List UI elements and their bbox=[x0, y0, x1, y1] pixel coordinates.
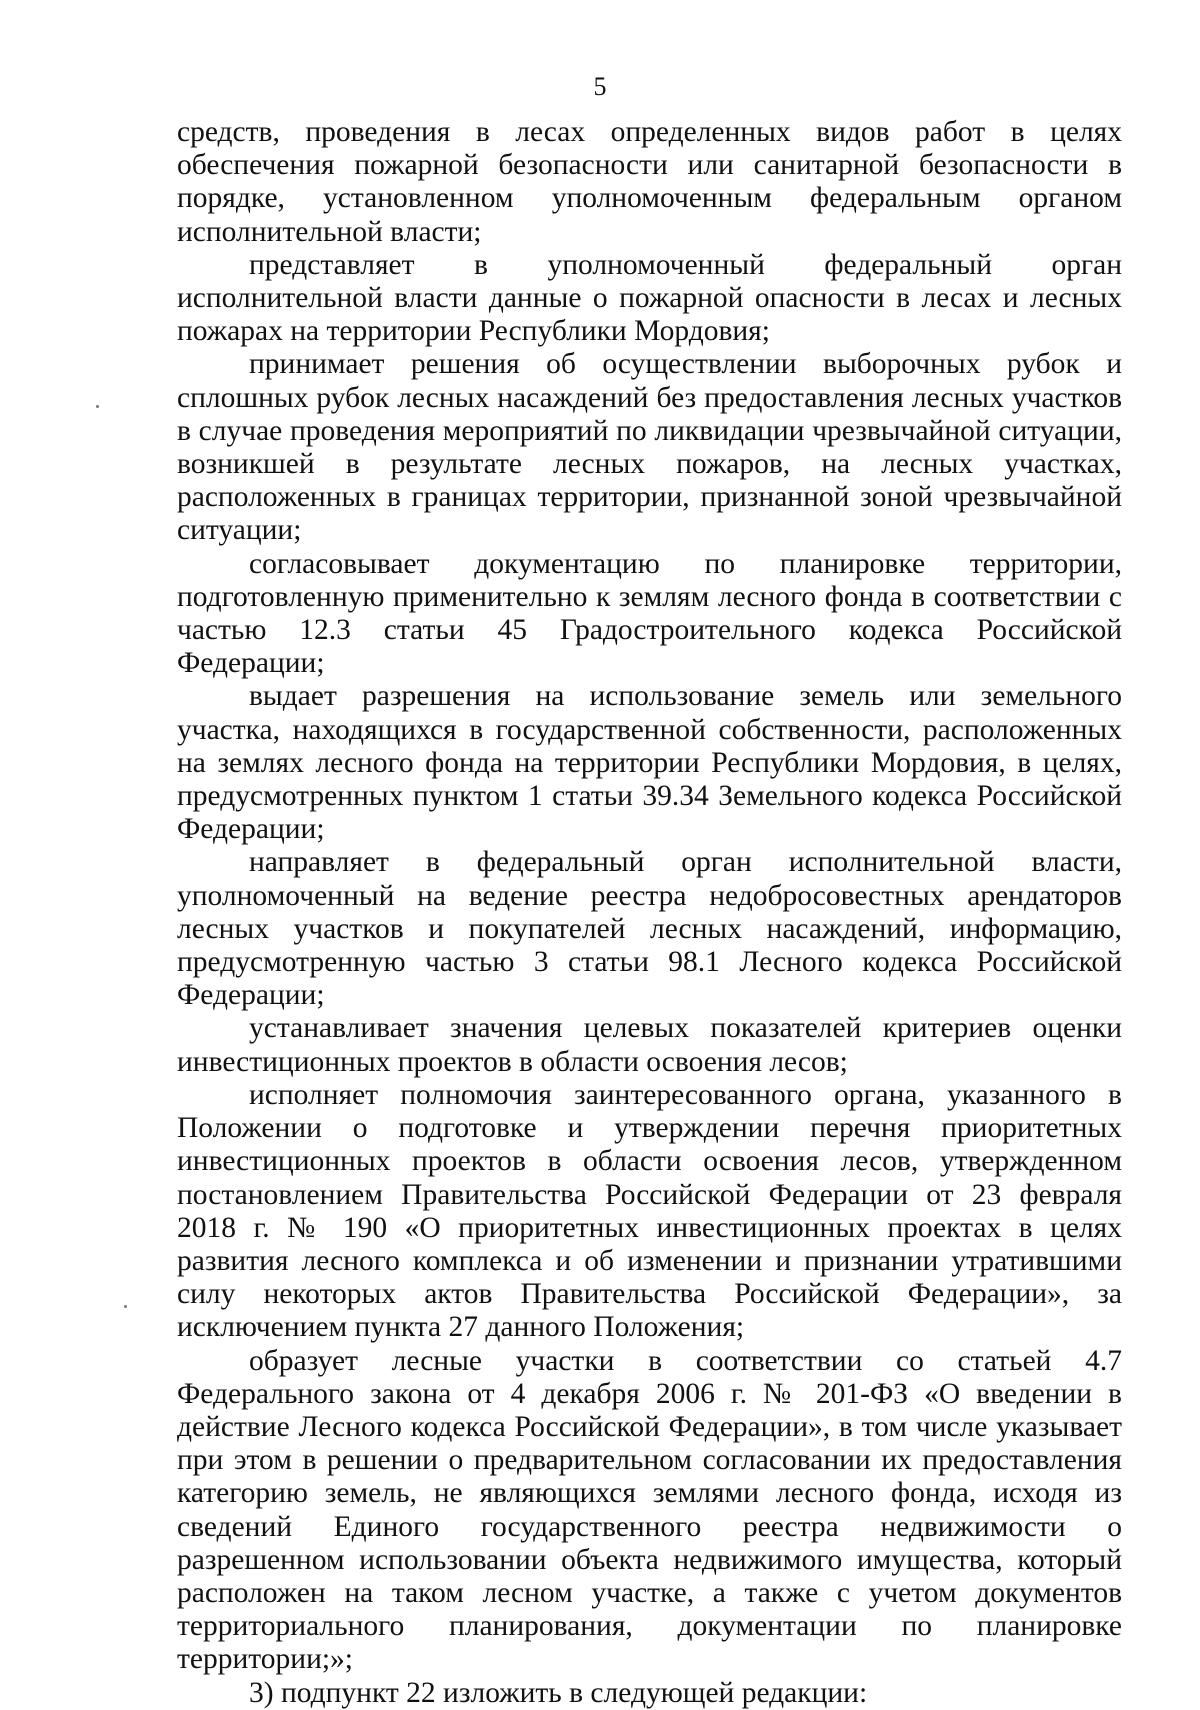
paragraph-target-indicators: устанавливает значения целевых показателей критериев оценки инвестиционных проектов в области освоения лесов; bbox=[177, 1012, 1122, 1078]
paragraph-felling-decisions: принимает решения об осуществлении выборочных рубок и сплошных рубок лесных насаждений без предоставления лесных участков в случае проведения мероприятий по ликвидации чрезвычайной ситуации, возникшей в результате лесных пожаров, на лесных участках, расположенных в границах территории, признанной зоной чрезвычайной ситуации; bbox=[177, 348, 1122, 547]
page-number: 5 bbox=[593, 72, 607, 101]
scan-speck bbox=[96, 405, 99, 408]
paragraph-land-use-permits: выдает разрешения на использование земель или земельного участка, находящихся в государственной собственности, расположенных на землях лесного фонда на территории Республики Мордовия, в целях, предусмотренных пунктом 1 статьи 39.34 Земельного кодекса Российской Федерации; bbox=[177, 680, 1122, 846]
paragraph-subclause-22: 3) подпункт 22 изложить в следующей редакции: bbox=[249, 1676, 868, 1709]
paragraph-forest-plots: образует лесные участки в соответствии со статьей 4.7 Федерального закона от 4 декабря 2006 г. № 201-ФЗ «О введении в действие Лесного кодекса Российской Федерации», в том числе указывает при этом в решении о предварительном согласовании их предоставления категорию земель, не являющихся землями лесного фонда, исходя из сведений Единого государственного реестра недвижимости о разрешенном использовании объекта недвижимого имущества, который расположен на таком лесном участке, а также с учетом документов территориального планирования, документации по планировке территории;»; bbox=[177, 1344, 1122, 1676]
paragraph-fire-danger-data: представляет в уполномоченный федеральный орган исполнительной власти данные о пожарной опасности в лесах и лесных пожарах на территории Республики Мордовия; bbox=[177, 248, 1122, 348]
paragraph-priority-projects: исполняет полномочия заинтересованного органа, указанного в Положении о подготовке и утверждении перечня приоритетных инвестиционных проектов в области освоения лесов, утвержденном постановлением Правительства Российской Федерации от 23 февраля 2018 г. № 190 «О приоритетных инвестиционных проектах в целях развития лесного комплекса и об изменении и признании утратившими силу некоторых актов Правительства Российской Федерации», за исключением пункта 27 данного Положения; bbox=[177, 1078, 1122, 1344]
paragraph-registry-information: направляет в федеральный орган исполнительной власти, уполномоченный на ведение реестра недобросовестных арендаторов лесных участков и покупателей лесных насаждений, информацию, предусмотренную частью 3 статьи 98.1 Лесного кодекса Российской Федерации; bbox=[177, 846, 1122, 1012]
scan-speck bbox=[124, 1305, 127, 1308]
paragraph-continuation: средств, проведения в лесах определенных видов работ в целях обеспечения пожарной безопасности или санитарной безопасности в порядке, установленном уполномоченным федеральным органом исполнительной власти; bbox=[177, 116, 1122, 248]
document-body bbox=[177, 116, 1122, 1710]
paragraph-planning-documentation: согласовывает документацию по планировке территории, подготовленную применительно к землям лесного фонда в соответствии с частью 12.3 статьи 45 Градостроительного кодекса Российской Федерации; bbox=[177, 547, 1122, 680]
